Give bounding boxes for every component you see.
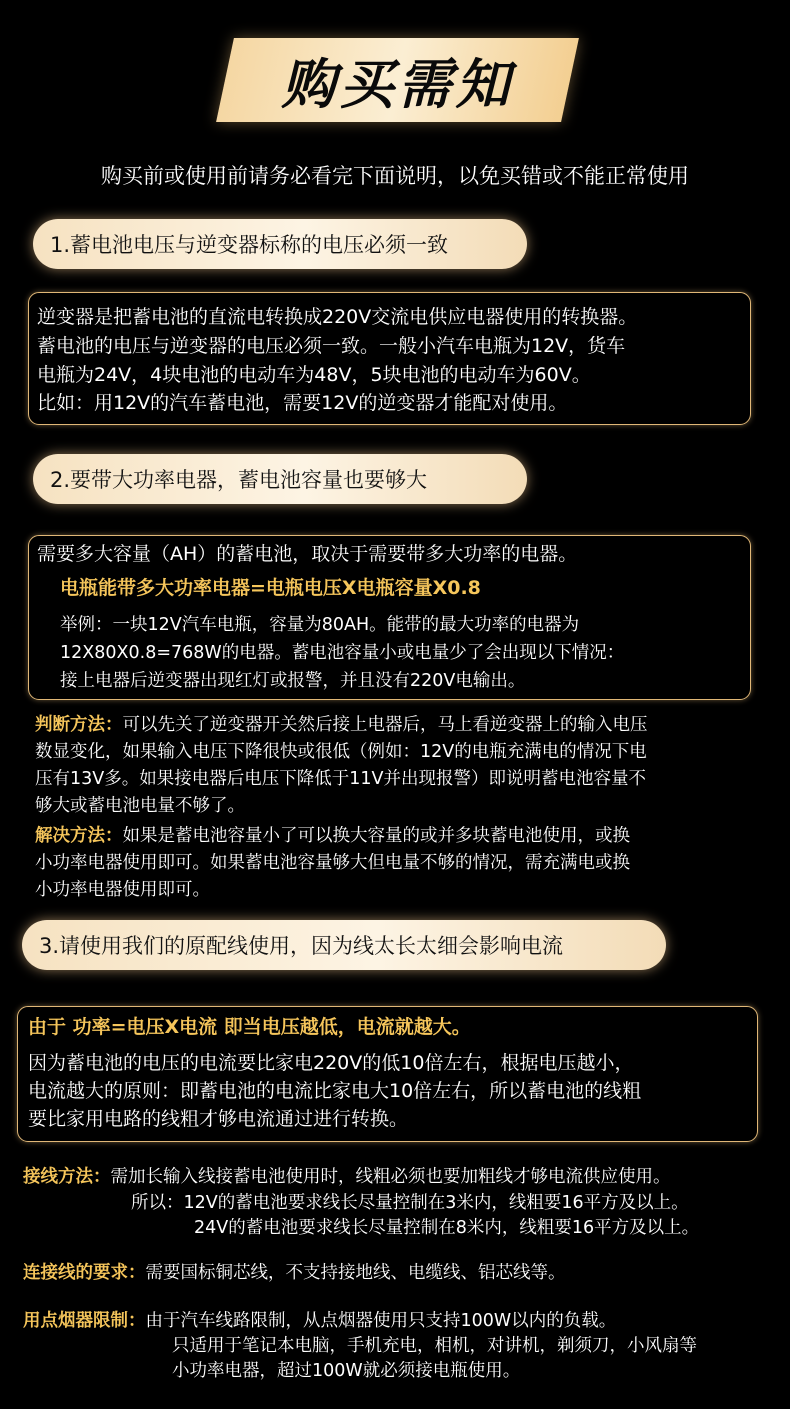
cable-requirement <box>23 1259 566 1287</box>
solve-text: 小功率电器使用即可。 <box>35 880 210 900</box>
section-1-heading: 1.蓄电池电压与逆变器标称的电压必须一致 <box>33 219 527 269</box>
lighter-text: 由于汽车线路限制，从点烟器使用只支持100W以内的负载。 <box>145 1311 617 1331</box>
wiring-label: 接线方法： <box>23 1167 111 1187</box>
lighter-label: 用点烟器限制： <box>23 1311 146 1331</box>
page-subtitle: 购买前或使用前请务必看完下面说明，以免买错或不能正常使用 <box>101 164 689 188</box>
section-2-intro: 需要多大容量（AH）的蓄电池，取决于需要带多大功率的电器。 <box>37 543 578 565</box>
section-3-line: 电流越大的原则：即蓄电池的电流比家电大10倍左右，所以蓄电池的线粗 <box>28 1080 642 1102</box>
section-1-line: 逆变器是把蓄电池的直流电转换成220V交流电供应电器使用的转换器。 <box>37 306 638 328</box>
example-line: 举例：一块12V汽车电瓶，容量为80AH。能带的最大功率的电器为 <box>60 615 580 635</box>
example-line: 接上电器后逆变器出现红灯或报警，并且没有220V电输出。 <box>60 671 526 691</box>
judge-label: 判断方法： <box>35 715 123 735</box>
section-3-line: 因为蓄电池的电压的电流要比家电220V的低10倍左右，根据电压越小， <box>28 1052 634 1074</box>
lighter-text: 小功率电器，超过100W就必须接电瓶使用。 <box>172 1361 521 1381</box>
judge-text: 可以先关了逆变器开关然后接上电器后，马上看逆变器上的输入电压 <box>122 715 648 735</box>
solve-label: 解决方法： <box>35 826 123 846</box>
wiring-method <box>23 1163 671 1191</box>
page-title: 购买需知 <box>281 52 514 116</box>
cable-text: 需要国标铜芯线，不支持接地线、电缆线、铝芯线等。 <box>145 1263 566 1283</box>
lighter-limit <box>23 1307 616 1335</box>
solve-text: 小功率电器使用即可。如果蓄电池容量够大但电量不够的情况，需充满电或换 <box>35 853 630 873</box>
wiring-text: 需加长输入线接蓄电池使用时，线粗必须也要加粗线才够电流供应使用。 <box>110 1167 671 1187</box>
section-3-heading: 3.请使用我们的原配线使用，因为线太长太细会影响电流 <box>22 920 666 970</box>
section-1-line: 比如：用12V的汽车蓄电池，需要12V的逆变器才能配对使用。 <box>37 392 568 414</box>
section-2-heading: 2.要带大功率电器，蓄电池容量也要够大 <box>33 454 527 504</box>
judge-text: 数显变化，如果输入电压下降很快或很低（例如：12V的电瓶充满电的情况下电 <box>35 742 647 762</box>
wiring-text: 24V的蓄电池要求线长尽量控制在8米内，线粗要16平方及以上。 <box>194 1218 700 1238</box>
wiring-text: 所以：12V的蓄电池要求线长尽量控制在3米内，线粗要16平方及以上。 <box>131 1193 689 1213</box>
judge-text: 够大或蓄电池电量不够了。 <box>35 796 245 816</box>
lighter-text: 只适用于笔记本电脑，手机充电，相机，对讲机，剃须刀，小风扇等 <box>172 1336 697 1356</box>
judge-text: 压有13V多。如果接电器后电压下降低于11V并出现报警）即说明蓄电池容量不 <box>35 769 646 789</box>
current-formula: 由于 功率=电压X电流 即当电压越低，电流就越大。 <box>28 1016 471 1038</box>
example-line: 12X80X0.8=768W的电器。蓄电池容量小或电量少了会出现以下情况： <box>60 643 625 663</box>
section-1-line: 蓄电池的电压与逆变器的电压必须一致。一般小汽车电瓶为12V，货车 <box>37 335 626 357</box>
section-1-line: 电瓶为24V，4块电池的电动车为48V，5块电池的电动车为60V。 <box>37 364 591 386</box>
cable-label: 连接线的要求： <box>23 1263 146 1283</box>
power-formula: 电瓶能带多大功率电器=电瓶电压X电瓶容量X0.8 <box>60 577 481 599</box>
solve-method <box>35 822 630 850</box>
solve-text: 如果是蓄电池容量小了可以换大容量的或并多块蓄电池使用，或换 <box>122 826 630 846</box>
judge-method <box>35 711 648 739</box>
section-3-line: 要比家用电路的线粗才够电流通过进行转换。 <box>28 1108 409 1130</box>
